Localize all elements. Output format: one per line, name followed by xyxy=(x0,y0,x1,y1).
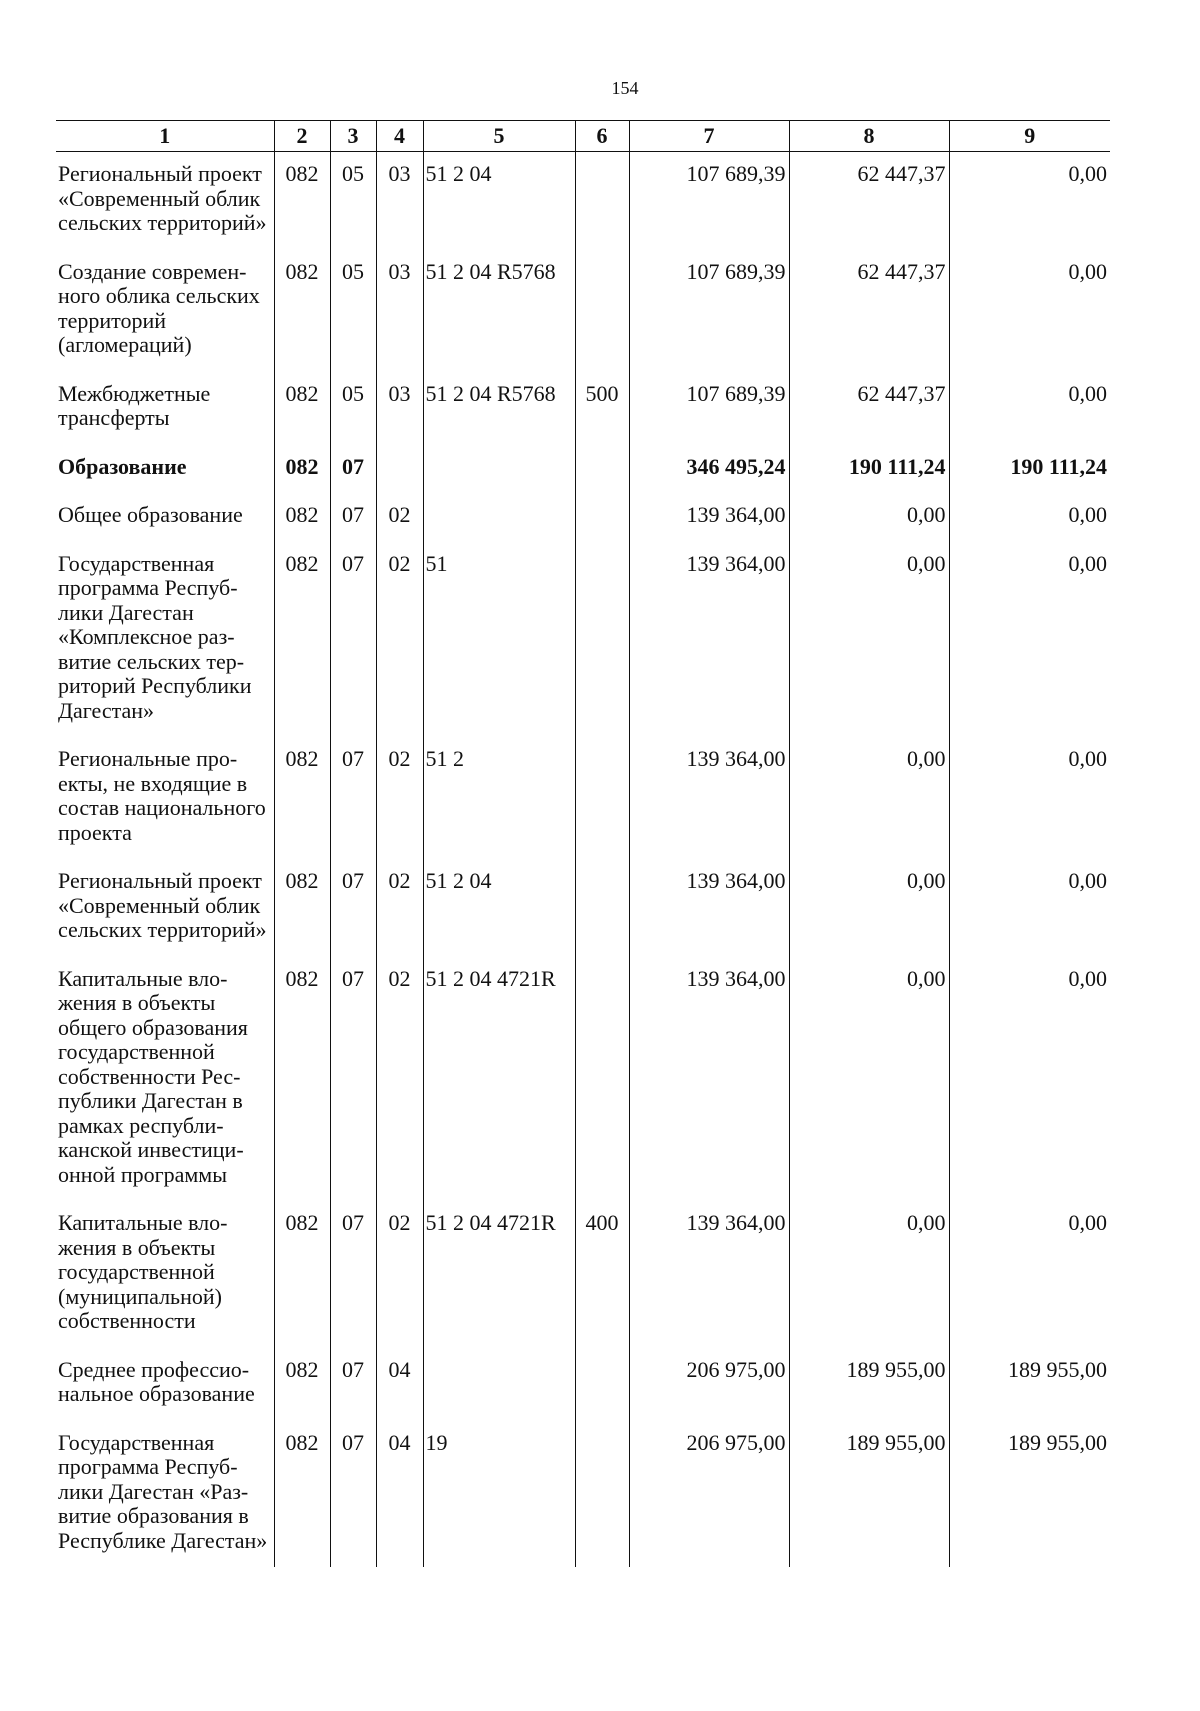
table-row xyxy=(56,493,1110,542)
cell-amount-col8: 0,00 xyxy=(789,737,949,859)
table-row xyxy=(56,1348,1110,1421)
cell-amount-col8: 189 955,00 xyxy=(789,1348,949,1421)
cell-amount-col9: 0,00 xyxy=(949,957,1110,1202)
table-row xyxy=(56,152,1110,250)
cell-expense-type: 400 xyxy=(575,1201,629,1348)
column-header: 8 xyxy=(789,121,949,152)
cell-target-article: 51 2 xyxy=(423,737,575,859)
cell-amount-col8: 62 447,37 xyxy=(789,152,949,250)
table-row xyxy=(56,859,1110,957)
cell-expense-type xyxy=(575,250,629,372)
cell-amount-col8: 190 111,24 xyxy=(789,445,949,494)
cell-ministry-code: 082 xyxy=(274,250,330,372)
cell-subsection: 02 xyxy=(376,859,423,957)
cell-ministry-code: 082 xyxy=(274,1201,330,1348)
cell-amount-col7: 139 364,00 xyxy=(629,737,789,859)
table-row xyxy=(56,445,1110,494)
cell-amount-col7: 346 495,24 xyxy=(629,445,789,494)
table-row xyxy=(56,250,1110,372)
cell-amount-col9: 0,00 xyxy=(949,859,1110,957)
cell-amount-col7: 139 364,00 xyxy=(629,1201,789,1348)
cell-expense-type xyxy=(575,1421,629,1568)
cell-subsection: 02 xyxy=(376,957,423,1202)
cell-subsection: 03 xyxy=(376,372,423,445)
cell-amount-col8: 62 447,37 xyxy=(789,372,949,445)
cell-amount-col8: 0,00 xyxy=(789,493,949,542)
cell-expense-type xyxy=(575,152,629,250)
row-name: Государственная программа Республики Дагестан «Развитие образования в Республике Дагестан» xyxy=(56,1421,274,1568)
cell-section: 05 xyxy=(330,152,376,250)
cell-amount-col8: 189 955,00 xyxy=(789,1421,949,1568)
table-row xyxy=(56,372,1110,445)
cell-amount-col9: 0,00 xyxy=(949,372,1110,445)
cell-ministry-code: 082 xyxy=(274,737,330,859)
cell-subsection: 04 xyxy=(376,1421,423,1568)
cell-amount-col9: 189 955,00 xyxy=(949,1421,1110,1568)
column-header: 9 xyxy=(949,121,1110,152)
row-name: Региональный проект «Современный облик сельских территорий» xyxy=(56,152,274,250)
cell-section: 07 xyxy=(330,737,376,859)
cell-ministry-code: 082 xyxy=(274,859,330,957)
cell-expense-type xyxy=(575,859,629,957)
table-row xyxy=(56,542,1110,738)
column-header: 5 xyxy=(423,121,575,152)
cell-section: 07 xyxy=(330,542,376,738)
cell-target-article: 51 2 04 R5768 xyxy=(423,250,575,372)
cell-amount-col7: 107 689,39 xyxy=(629,372,789,445)
column-header: 1 xyxy=(56,121,274,152)
column-header: 4 xyxy=(376,121,423,152)
cell-amount-col7: 206 975,00 xyxy=(629,1421,789,1568)
header-row xyxy=(56,121,1110,152)
cell-subsection: 04 xyxy=(376,1348,423,1421)
cell-target-article xyxy=(423,493,575,542)
cell-target-article: 51 xyxy=(423,542,575,738)
cell-amount-col9: 0,00 xyxy=(949,152,1110,250)
cell-target-article: 51 2 04 4721R xyxy=(423,957,575,1202)
table-row xyxy=(56,737,1110,859)
cell-section: 07 xyxy=(330,493,376,542)
cell-subsection xyxy=(376,445,423,494)
column-header: 2 xyxy=(274,121,330,152)
cell-amount-col9: 0,00 xyxy=(949,542,1110,738)
cell-amount-col7: 139 364,00 xyxy=(629,957,789,1202)
cell-target-article: 51 2 04 4721R xyxy=(423,1201,575,1348)
row-name: Государственная программа Республики Дагестан «Комплексное развитие сельских территорий Республики Дагестан» xyxy=(56,542,274,738)
table-row xyxy=(56,1201,1110,1348)
cell-section: 07 xyxy=(330,1348,376,1421)
row-name: Капитальные вложения в объекты общего образования государственной собственности Республики Дагестан в рамках республиканской инвестиционной программы xyxy=(56,957,274,1202)
cell-subsection: 02 xyxy=(376,542,423,738)
table-row xyxy=(56,957,1110,1202)
cell-subsection: 02 xyxy=(376,1201,423,1348)
cell-amount-col8: 0,00 xyxy=(789,1201,949,1348)
cell-amount-col9: 190 111,24 xyxy=(949,445,1110,494)
cell-amount-col7: 139 364,00 xyxy=(629,493,789,542)
row-name: Региональные проекты, не входящие в состав национального проекта xyxy=(56,737,274,859)
cell-amount-col9: 0,00 xyxy=(949,737,1110,859)
cell-ministry-code: 082 xyxy=(274,445,330,494)
cell-amount-col9: 0,00 xyxy=(949,493,1110,542)
column-header: 3 xyxy=(330,121,376,152)
cell-section: 07 xyxy=(330,957,376,1202)
cell-amount-col7: 206 975,00 xyxy=(629,1348,789,1421)
cell-section: 07 xyxy=(330,1201,376,1348)
row-name: Капитальные вложения в объекты государственной (муниципальной) собственности xyxy=(56,1201,274,1348)
cell-section: 05 xyxy=(330,250,376,372)
cell-ministry-code: 082 xyxy=(274,957,330,1202)
cell-target-article xyxy=(423,1348,575,1421)
cell-expense-type xyxy=(575,445,629,494)
cell-subsection: 02 xyxy=(376,493,423,542)
cell-expense-type xyxy=(575,957,629,1202)
cell-amount-col8: 0,00 xyxy=(789,542,949,738)
cell-expense-type: 500 xyxy=(575,372,629,445)
cell-expense-type xyxy=(575,737,629,859)
cell-section: 07 xyxy=(330,445,376,494)
cell-target-article xyxy=(423,445,575,494)
cell-target-article: 51 2 04 xyxy=(423,859,575,957)
cell-ministry-code: 082 xyxy=(274,542,330,738)
cell-section: 07 xyxy=(330,1421,376,1568)
cell-ministry-code: 082 xyxy=(274,372,330,445)
row-name: Создание современного облика сельских территорий (агломераций) xyxy=(56,250,274,372)
cell-ministry-code: 082 xyxy=(274,1348,330,1421)
cell-amount-col8: 0,00 xyxy=(789,957,949,1202)
cell-section: 07 xyxy=(330,859,376,957)
cell-section: 05 xyxy=(330,372,376,445)
cell-expense-type xyxy=(575,542,629,738)
cell-amount-col7: 139 364,00 xyxy=(629,859,789,957)
cell-amount-col9: 189 955,00 xyxy=(949,1348,1110,1421)
cell-amount-col7: 107 689,39 xyxy=(629,250,789,372)
budget-table xyxy=(56,120,1110,1567)
cell-expense-type xyxy=(575,1348,629,1421)
row-name: Общее образование xyxy=(56,493,274,542)
cell-ministry-code: 082 xyxy=(274,1421,330,1568)
row-name: Региональный проект «Современный облик сельских территорий» xyxy=(56,859,274,957)
cell-amount-col9: 0,00 xyxy=(949,250,1110,372)
cell-amount-col7: 107 689,39 xyxy=(629,152,789,250)
table-header xyxy=(56,121,1110,152)
cell-subsection: 03 xyxy=(376,152,423,250)
table-row xyxy=(56,1421,1110,1568)
cell-ministry-code: 082 xyxy=(274,152,330,250)
table-body xyxy=(56,152,1110,1568)
cell-amount-col7: 139 364,00 xyxy=(629,542,789,738)
column-header: 7 xyxy=(629,121,789,152)
column-header: 6 xyxy=(575,121,629,152)
page-number: 154 xyxy=(611,78,639,98)
cell-amount-col9: 0,00 xyxy=(949,1201,1110,1348)
cell-target-article: 19 xyxy=(423,1421,575,1568)
cell-expense-type xyxy=(575,493,629,542)
cell-ministry-code: 082 xyxy=(274,493,330,542)
cell-subsection: 03 xyxy=(376,250,423,372)
cell-amount-col8: 0,00 xyxy=(789,859,949,957)
cell-target-article: 51 2 04 R5768 xyxy=(423,372,575,445)
cell-subsection: 02 xyxy=(376,737,423,859)
row-name: Межбюджетные трансферты xyxy=(56,372,274,445)
cell-target-article: 51 2 04 xyxy=(423,152,575,250)
row-name: Среднее профессиональное образование xyxy=(56,1348,274,1421)
cell-amount-col8: 62 447,37 xyxy=(789,250,949,372)
row-name: Образование xyxy=(56,445,274,494)
